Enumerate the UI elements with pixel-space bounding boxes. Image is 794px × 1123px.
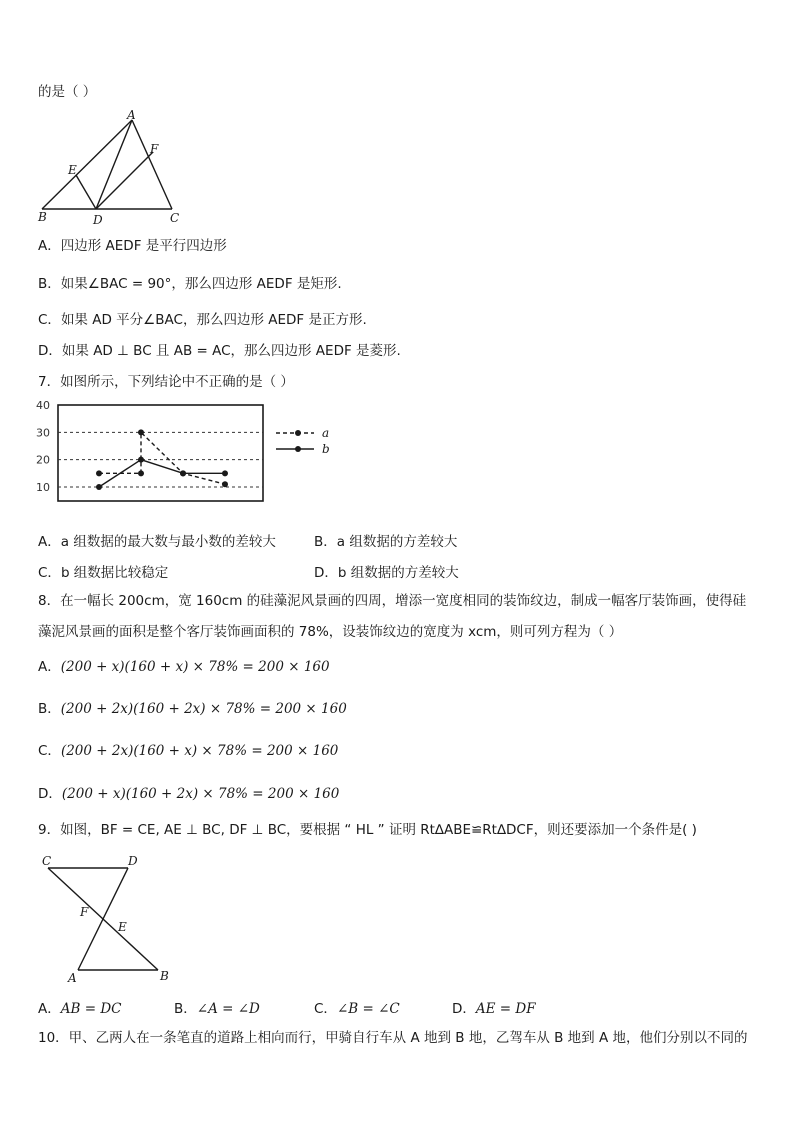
q10-stem: 10．甲、乙两人在一条笔直的道路上相向而行，甲骑自行车从 A 地到 B 地，乙驾车从 B 地到 A 地，他们分别以不同的	[38, 1030, 748, 1046]
option-key: B．	[174, 1001, 197, 1017]
q9-option-d	[452, 997, 536, 1017]
option-text: 四边形 AEDF 是平行四边形	[60, 238, 227, 254]
option-text: 如果 AD ⊥ BC 且 AB = AC，那么四边形 AEDF 是菱形.	[61, 343, 401, 359]
q9-label-d: D	[128, 854, 138, 868]
option-key: C．	[38, 312, 61, 328]
q9-stem: 9．如图，BF = CE, AE ⊥ BC, DF ⊥ BC，要根据 “ HL ” 证明 Rt∆ABE≌Rt∆DCF，则还要添加一个条件是( )	[38, 822, 697, 838]
option-text: b 组数据比较稳定	[60, 565, 169, 581]
option-text: a 组数据的方差较大	[336, 534, 458, 550]
q7-stem: 7．如图所示，下列结论中不正确的是（ ）	[38, 374, 294, 390]
option-text: (200 + x)(160 + 2x) × 78% = 200 × 160	[61, 786, 340, 802]
legend-b-label: b	[322, 442, 330, 456]
option-key: C．	[38, 565, 61, 581]
q9-label-b: B	[160, 969, 169, 983]
option-text: 如果 AD 平分∠BAC，那么四边形 AEDF 是正方形.	[60, 312, 367, 328]
option-key: B．	[314, 534, 337, 550]
q6-label-c: C	[170, 211, 180, 225]
q6-label-a: A	[127, 108, 136, 122]
option-text: 如果∠BAC = 90°，那么四边形 AEDF 是矩形.	[60, 276, 342, 292]
q9-option-b	[174, 997, 260, 1017]
q6-label-f: F	[150, 142, 159, 156]
q9-option-a	[38, 997, 121, 1017]
option-key: D．	[314, 565, 338, 581]
option-text: (200 + 2x)(160 + 2x) × 78% = 200 × 160	[60, 701, 347, 717]
option-text: AE = DF	[475, 1001, 536, 1017]
option-key: A．	[38, 238, 61, 254]
option-key: A．	[38, 534, 61, 550]
option-key: B．	[38, 701, 61, 717]
option-key: D．	[38, 343, 62, 359]
y-tick-label: 10	[36, 481, 50, 494]
option-key: C．	[314, 1001, 337, 1017]
option-text: (200 + x)(160 + x) × 78% = 200 × 160	[60, 659, 330, 675]
y-tick-label: 20	[36, 453, 50, 467]
option-key: D．	[38, 786, 62, 802]
option-text: b 组数据的方差较大	[337, 565, 459, 581]
option-text: (200 + 2x)(160 + x) × 78% = 200 × 160	[60, 743, 339, 759]
q9-label-a: A	[68, 971, 77, 985]
option-key: C．	[38, 743, 61, 759]
q9-option-c	[314, 997, 400, 1017]
q6-label-b: B	[38, 210, 47, 224]
option-text: a 组数据的最大数与最小数的差较大	[60, 534, 276, 550]
q9-label-e: E	[118, 920, 127, 934]
option-key: D．	[452, 1001, 476, 1017]
q6-stem-tail: 的是（ ）	[38, 84, 97, 100]
q6-label-d: D	[93, 213, 103, 227]
q9-label-c: C	[42, 854, 52, 868]
option-text: ∠A = ∠D	[196, 1001, 260, 1017]
y-tick-label: 40	[36, 399, 50, 412]
option-key: B．	[38, 276, 61, 292]
q8-stem-line2: 藻泥风景画的面积是整个客厅装饰画面积的 78%，设装饰纹边的宽度为 xcm，则可列方程为（ ）	[38, 624, 623, 640]
option-key: A．	[38, 1001, 61, 1017]
q9-label-f: F	[80, 905, 89, 919]
option-text: ∠B = ∠C	[336, 1001, 400, 1017]
option-text: AB = DC	[60, 1001, 122, 1017]
q6-label-e: E	[68, 163, 77, 177]
option-key: A．	[38, 659, 61, 675]
legend-a-label: a	[322, 426, 330, 440]
q8-stem-line1: 8．在一幅长 200cm，宽 160cm 的硅藻泥风景画的四周，增添一宽度相同的装饰纹边，制成一幅客厅装饰画，使得硅	[38, 593, 747, 609]
y-tick-label: 30	[36, 426, 50, 440]
